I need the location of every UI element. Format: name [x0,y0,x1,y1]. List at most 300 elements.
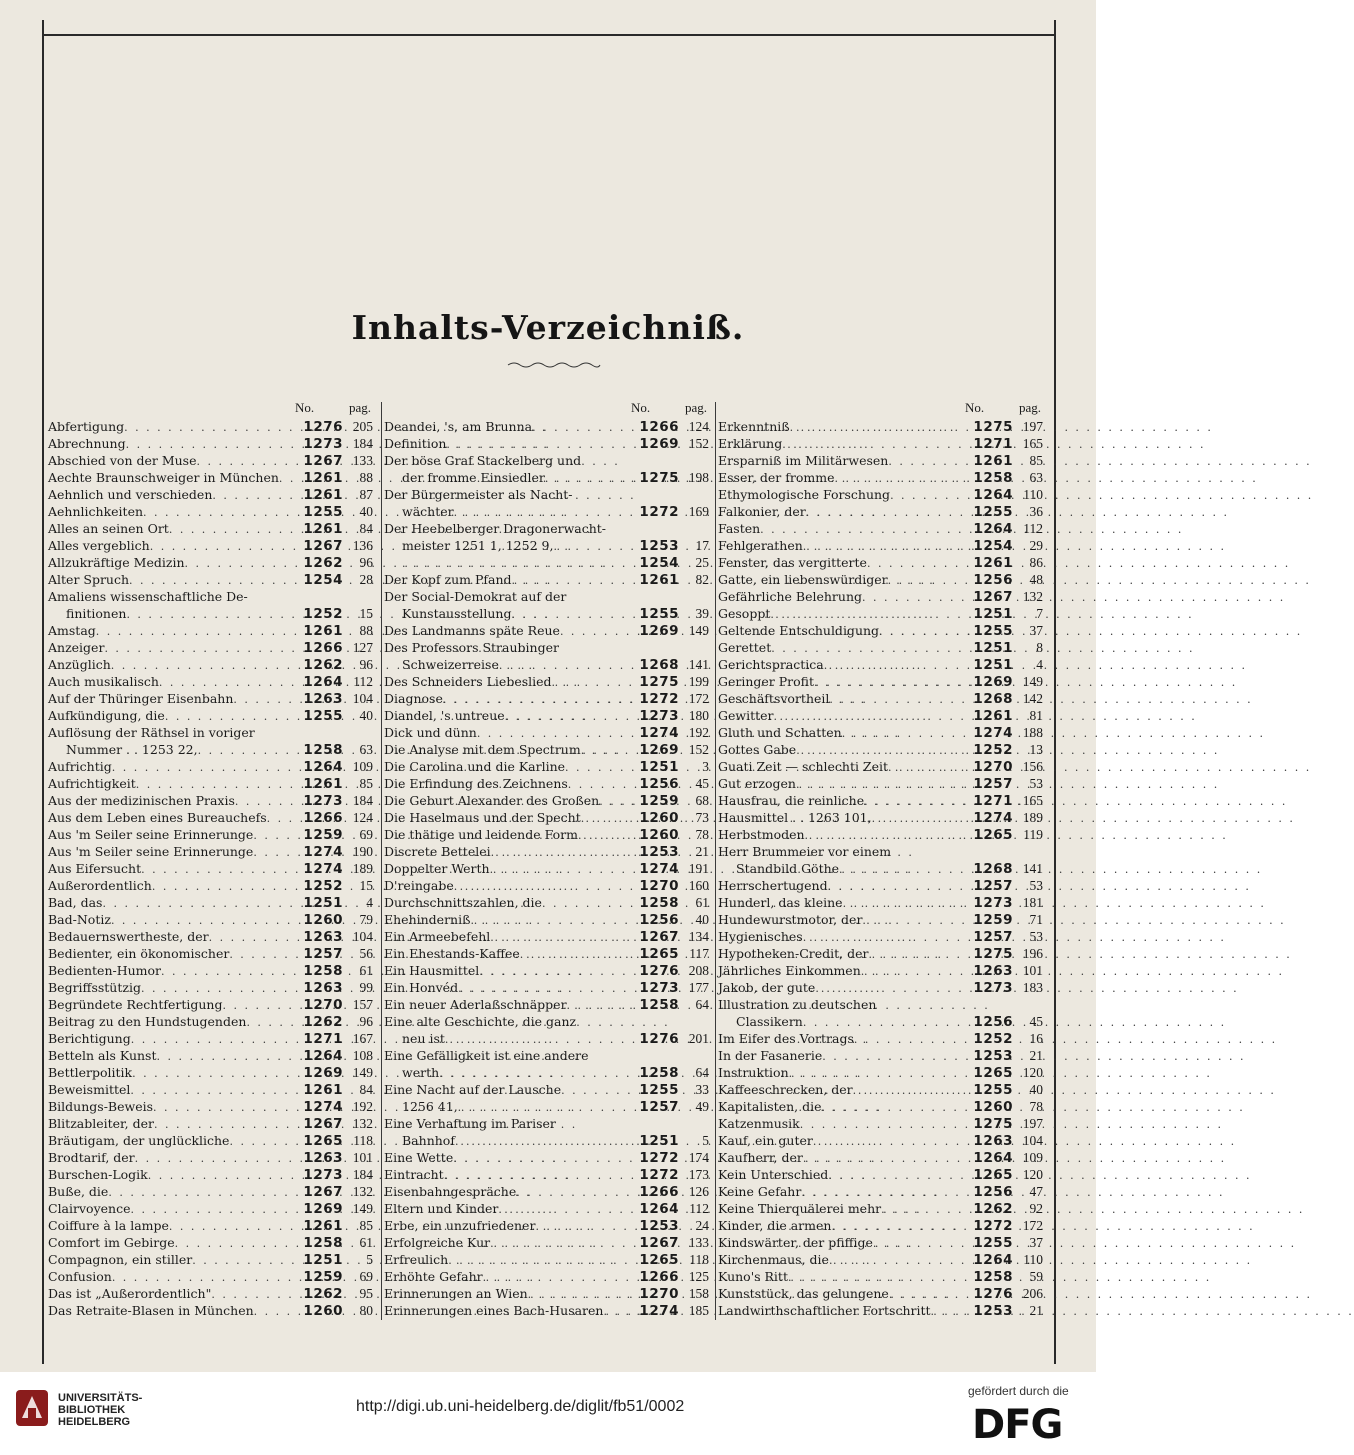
index-entry [48,894,375,911]
entry-title: Die thätige und leidende Form [384,827,578,842]
entry-page-number: 124 [352,810,373,825]
index-entry [48,418,375,435]
index-entry [48,1132,375,1149]
entry-title: Classikern [736,1014,803,1029]
entry-issue-number: 1251 [973,640,1013,656]
entry-issue-number: 1261 [639,572,679,588]
leader-dots [279,470,297,487]
entry-issue-number: 1255 [303,708,343,724]
entry-issue-number: 1264 [303,1048,343,1064]
entry-title: Hypotheken-Credit, der [718,946,869,961]
leader-dots [803,538,967,555]
entry-title: Des Schneiders Liebeslied [384,674,552,689]
entry-page-number: 134 [688,929,709,944]
index-entry [718,1200,1045,1217]
header-pag: pag. [348,400,371,415]
leader-dots [581,810,633,827]
entry-page-number: 24 [695,1218,709,1233]
index-entry [718,979,1045,996]
entry-page-number: 5 [366,1252,373,1267]
entry-page-number: 132 [352,1184,373,1199]
entry-page-number: 84 [359,1082,373,1097]
entry-issue-number: 1262 [973,1201,1013,1217]
entry-page-number: 61 [695,895,709,910]
index-entry [384,1183,711,1200]
entry-title: Bedienten-Humor [48,963,162,978]
index-entry [48,1030,375,1047]
entry-page-number: 125 [688,1269,709,1284]
entry-page-number: 21 [1029,1303,1043,1318]
leader-dots [578,827,633,844]
entry-issue-number: 1272 [639,691,679,707]
entry-page-number: 174 [688,1150,709,1165]
entry-issue-number: 1251 [973,657,1013,673]
entry-page-number: 132 [352,1116,373,1131]
entry-title: Die Erfindung des Zeichnens [384,776,568,791]
entry-title: Erinnerungen an Wien [384,1286,528,1301]
leader-dots [760,521,967,538]
index-entry [718,503,1045,520]
entry-issue-number: 1274 [639,1303,679,1319]
entry-issue-number: 1258 [973,470,1013,486]
index-entry [48,1013,375,1030]
entry-title: Im Eifer des Vortrags [718,1031,854,1046]
entry-page-number: 37 [1029,623,1043,638]
entry-issue-number: 1267 [639,929,679,945]
entry-page-number: 190 [352,844,373,859]
entry-page-number: 184 [352,436,373,451]
entry-issue-number: 1264 [973,487,1013,503]
library-name-line: BIBLIOTHEK [58,1404,126,1416]
leader-dots [889,1286,967,1303]
leader-dots [881,1201,967,1218]
entry-issue-number: 1256 [973,1184,1013,1200]
leader-dots [211,1286,297,1303]
entry-page-number: 112 [1023,521,1043,536]
entry-issue-number: 1270 [639,1286,679,1302]
leader-dots [581,742,633,759]
entry-page-number: 88 [359,470,373,485]
leader-dots [96,623,297,640]
leader-dots [862,912,967,929]
leader-dots [130,1201,297,1218]
index-entry [718,724,1045,741]
entry-title: Ein Ehestands-Kaffee [384,946,520,961]
index-entry [384,418,711,435]
index-entry [718,656,1045,673]
entry-title: meister 1251 1, 1252 9, [402,538,554,553]
entry-issue-number: 1275 [639,470,679,486]
entry-page-number: 173 [688,1167,709,1182]
entry-page-number: 21 [1029,1048,1043,1063]
index-entry [384,1098,711,1115]
entry-title: Bettlerpolitik [48,1065,133,1080]
index-entry [48,1285,375,1302]
index-entry [48,1081,375,1098]
entry-title: Herrschertugend [718,878,828,893]
entry-title: neu ist [402,1031,445,1046]
entry-title: Kindswärter, der pfiffige [718,1235,873,1250]
index-entry [718,571,1045,588]
leader-dots [253,827,297,844]
entry-page-number: 160 [688,878,709,893]
index-entry [48,1166,375,1183]
entry-title: Kaufherr, der [718,1150,803,1165]
entry-page-number: 16 [1029,1031,1043,1046]
entry-title: Abrechnung [48,436,126,451]
entry-title: Comfort im Gebirge [48,1235,175,1250]
entry-title: Kunstausstellung [402,606,512,621]
entry-title: Ethymologische Forschung [718,487,891,502]
entry-issue-number: 1271 [303,1031,343,1047]
index-entry [384,588,711,605]
index-entry [384,1302,711,1319]
entry-page-number: 118 [689,1252,709,1267]
leader-dots [853,1082,967,1099]
leader-dots [108,1184,297,1201]
entry-title: Amstag [48,623,96,638]
permalink-url[interactable]: http://digi.ub.uni-heidelberg.de/diglit/fb51/0002 [356,1398,685,1415]
entry-title: Abschied von der Muse [48,453,197,468]
index-entry [384,1234,711,1251]
entry-title: Bad, das [48,895,103,910]
entry-page-number: 86 [1029,555,1043,570]
index-entry [48,452,375,469]
entry-page-number: 78 [1029,1099,1043,1114]
entry-title: Anzeiger [48,640,105,655]
entry-page-number: 119 [1023,827,1043,842]
index-entry [48,945,375,962]
entry-title: Clairvoyence [48,1201,131,1216]
entry-title: Aufkündigung, die [48,708,165,723]
entry-page-number: 7 [1036,606,1043,621]
entry-page-number: 101 [1022,963,1043,978]
header-pag: pag. [684,400,707,415]
entry-issue-number: 1258 [639,1065,679,1081]
entry-title: Kinder, die armen [718,1218,832,1233]
entry-title: Kirchenmaus, die [718,1252,829,1267]
leader-dots [505,708,633,725]
entry-page-number: 188 [1022,725,1043,740]
index-entry [384,520,711,537]
index-entry [718,1132,1045,1149]
entry-issue-number: 1265 [973,1065,1013,1081]
entry-issue-number: 1256 [973,1014,1013,1030]
entry-issue-number: 1255 [973,1082,1013,1098]
entry-issue-number: 1259 [303,1269,343,1285]
leader-dots [814,674,967,691]
index-entry [384,1030,711,1047]
leader-dots [873,1235,967,1252]
entry-issue-number: 1257 [973,878,1013,894]
entry-page-number: 28 [359,572,373,587]
leader-dots [520,946,633,963]
entry-page-number: 201 [688,1031,709,1046]
entry-issue-number: 1257 [303,946,343,962]
entry-issue-number: 1272 [973,1218,1013,1234]
index-entry [48,1149,375,1166]
entry-page-number: 40 [695,912,709,927]
index-entry [718,1217,1045,1234]
leader-dots [135,1150,297,1167]
entry-page-number: 157 [352,997,373,1012]
entry-title: Eintracht [384,1167,444,1182]
entry-page-number: 165 [1022,436,1043,451]
leader-dots [102,895,297,912]
entry-title: Die Carolina und die Karline [384,759,566,774]
entry-issue-number: 1259 [303,827,343,843]
index-entry [48,758,375,775]
index-entry [384,639,711,656]
index-entry [48,877,375,894]
entry-page-number: 180 [688,708,709,723]
leader-dots [490,861,633,878]
index-entry [718,1285,1045,1302]
entry-title: Jährliches Einkommen [718,963,861,978]
entry-issue-number: 1253 [639,538,679,554]
entry-page-number: 133 [688,1235,709,1250]
entry-issue-number: 1268 [973,861,1013,877]
leader-dots [842,725,967,742]
entry-page-number: 73 [695,810,709,825]
column-header [48,400,375,418]
leader-dots [132,1065,297,1082]
entry-title: Ehehinderniß [384,912,471,927]
index-entry [718,520,1045,537]
index-entry [48,979,375,996]
index-entry [718,877,1045,894]
leader-dots [453,1150,633,1167]
index-entry [48,809,375,826]
entry-page-number: 96 [359,555,373,570]
entry-page-number: 33 [695,1082,709,1097]
entry-title: Eine Gefälligkeit ist eine andere [384,1048,589,1063]
entry-title: Aus Eifersucht [48,861,142,876]
entry-page-number: 110 [1023,1252,1043,1267]
index-entry [384,1081,711,1098]
leader-dots [535,1218,633,1235]
entry-issue-number: 1265 [973,1167,1013,1183]
entry-issue-number: 1261 [303,1082,343,1098]
index-entry [384,1251,711,1268]
entry-issue-number: 1260 [973,1099,1013,1115]
entry-page-number: 196 [1022,946,1043,961]
leader-dots [159,674,297,691]
entry-issue-number: 1266 [639,419,679,435]
entry-page-number: 118 [353,1133,373,1148]
entry-page-number: 149 [688,623,709,638]
index-column-1 [48,400,375,1320]
entry-issue-number: 1258 [639,895,679,911]
entry-issue-number: 1251 [973,606,1013,622]
entry-page-number: 142 [1022,691,1043,706]
column-header [718,400,1045,418]
leader-dots [455,1133,633,1150]
leader-dots [869,946,968,963]
leader-dots [828,1167,967,1184]
index-entry [718,537,1045,554]
entry-title: Aus dem Leben eines Bureauchefs [48,810,267,825]
entry-page-number: 82 [695,572,709,587]
entry-issue-number: 1261 [303,487,343,503]
entry-page-number: 124 [688,419,709,434]
entry-issue-number: 1262 [303,555,343,571]
entry-title: Eine Nacht auf der Lausche [384,1082,562,1097]
entry-title: Der Heebelberger Dragonerwacht- [384,521,607,536]
entry-title: Hunderl, das kleine [718,895,843,910]
entry-page-number: 132 [1022,589,1043,604]
leader-dots [150,538,297,555]
entry-issue-number: 1272 [639,1150,679,1166]
entry-issue-number: 1253 [639,844,679,860]
entry-issue-number: 1264 [973,521,1013,537]
leader-dots [498,1201,633,1218]
entry-issue-number: 1265 [303,1133,343,1149]
entry-page-number: 88 [359,623,373,638]
entry-page-number: 92 [1029,1201,1043,1216]
leader-dots [490,929,633,946]
leader-dots [806,504,967,521]
index-entry [48,741,375,758]
entry-title: werth [402,1065,440,1080]
index-entry [718,1302,1045,1319]
leader-dots [567,997,633,1014]
entry-issue-number: 1258 [303,963,343,979]
index-entry [718,809,1045,826]
leader-dots [822,1099,968,1116]
entry-title: Der Kopf zum Pfand [384,572,512,587]
leader-dots [148,1167,297,1184]
index-entry [384,554,711,571]
entry-page-number: 127 [352,640,373,655]
leader-dots [154,1116,297,1133]
entry-title: Erklärung [718,436,783,451]
entry-issue-number: 1273 [303,436,343,452]
entry-page-number: 177 [688,980,709,995]
entry-title: Doppelter Werth [384,861,490,876]
leader-dots [454,504,633,521]
entry-page-number: 109 [352,759,373,774]
leader-dots [161,963,297,980]
library-name [58,1392,142,1428]
index-entry [384,690,711,707]
entry-title: Gerettet [718,640,772,655]
entry-page-number: 29 [1029,538,1043,553]
entry-page-number: 172 [1022,1218,1043,1233]
entry-issue-number: 1275 [973,419,1013,435]
leader-dots [803,929,967,946]
index-entry [384,571,711,588]
entry-title: Illustration zu deutschen [718,997,877,1012]
entry-title: Kauf, ein guter [718,1133,813,1148]
entry-issue-number: 1259 [639,793,679,809]
entry-page-number: 158 [688,1286,709,1301]
entry-page-number: 181 [1022,895,1043,910]
entry-issue-number: 1257 [973,776,1013,792]
entry-page-number: 81 [1029,708,1043,723]
entry-title: Erinnerungen eines Bach-Husaren [384,1303,604,1318]
entry-issue-number: 1265 [639,946,679,962]
index-entry [718,418,1045,435]
entry-page-number: 63 [1029,470,1043,485]
index-entry [718,605,1045,622]
entry-page-number: 197 [1022,1116,1043,1131]
entry-title: Fasten [718,521,761,536]
entry-issue-number: 1274 [303,1099,343,1115]
index-entry [48,911,375,928]
entry-issue-number: 1255 [303,504,343,520]
entry-title: Aechte Braunschweiger in München [48,470,279,485]
leader-dots [890,487,967,504]
leader-dots [864,793,967,810]
entry-title: Ein Hausmittel [384,963,480,978]
entry-page-number: 49 [695,1099,709,1114]
entry-issue-number: 1270 [973,759,1013,775]
entry-page-number: 156 [1022,759,1043,774]
entry-title: Aus 'm Seiler seine Erinnerunge [48,827,254,842]
entry-title: Kapitalisten, die [718,1099,822,1114]
leader-dots [843,895,967,912]
index-entry [48,469,375,486]
entry-page-number: 152 [688,742,709,757]
entry-issue-number: 1254 [973,538,1013,554]
leader-dots [229,1133,297,1150]
entry-page-number: 192 [688,725,709,740]
entry-title: Erfreulich [384,1252,449,1267]
leader-dots [446,436,633,453]
entry-issue-number: 1267 [303,1116,343,1132]
entry-title: Gatte, ein liebenswürdiger [718,572,888,587]
leader-dots [603,1303,633,1320]
entry-title: Amaliens wissenschaftliche De- [48,589,248,604]
leader-dots [532,419,633,436]
entry-title: Des Landmanns späte Reue [384,623,560,638]
leader-dots [483,1269,633,1286]
index-entry [718,486,1045,503]
entry-issue-number: 1260 [639,827,679,843]
entry-issue-number: 1254 [303,572,343,588]
entry-issue-number: 1253 [973,1048,1013,1064]
leader-dots [770,606,967,623]
entry-issue-number: 1273 [639,708,679,724]
entry-page-number: 85 [359,776,373,791]
viewer-footer [0,1372,1096,1455]
index-entry [718,894,1045,911]
entry-issue-number: 1273 [303,793,343,809]
entry-title: Aufrichtigkeit [48,776,136,791]
entry-title: Esser, der fromme [718,470,835,485]
leader-dots [839,861,967,878]
entry-page-number: 184 [352,1167,373,1182]
entry-title: Aufrichtig [48,759,112,774]
entry-issue-number: 1269 [973,674,1013,690]
entry-issue-number: 1251 [639,759,679,775]
leader-dots [192,1252,297,1269]
entry-issue-number: 1275 [973,1116,1013,1132]
index-entry [384,707,711,724]
index-entry [718,1047,1045,1064]
entry-page-number: 64 [695,997,709,1012]
index-entry [384,911,711,928]
entry-title: Betteln als Kunst [48,1048,157,1063]
entry-title: Bahnhof [402,1133,455,1148]
leader-dots [130,1082,297,1099]
entry-issue-number: 1272 [639,504,679,520]
index-entry [48,1183,375,1200]
entry-title: Erkenntniß [718,419,790,434]
entry-page-number: 149 [352,1201,373,1216]
university-seal-icon [14,1388,50,1428]
